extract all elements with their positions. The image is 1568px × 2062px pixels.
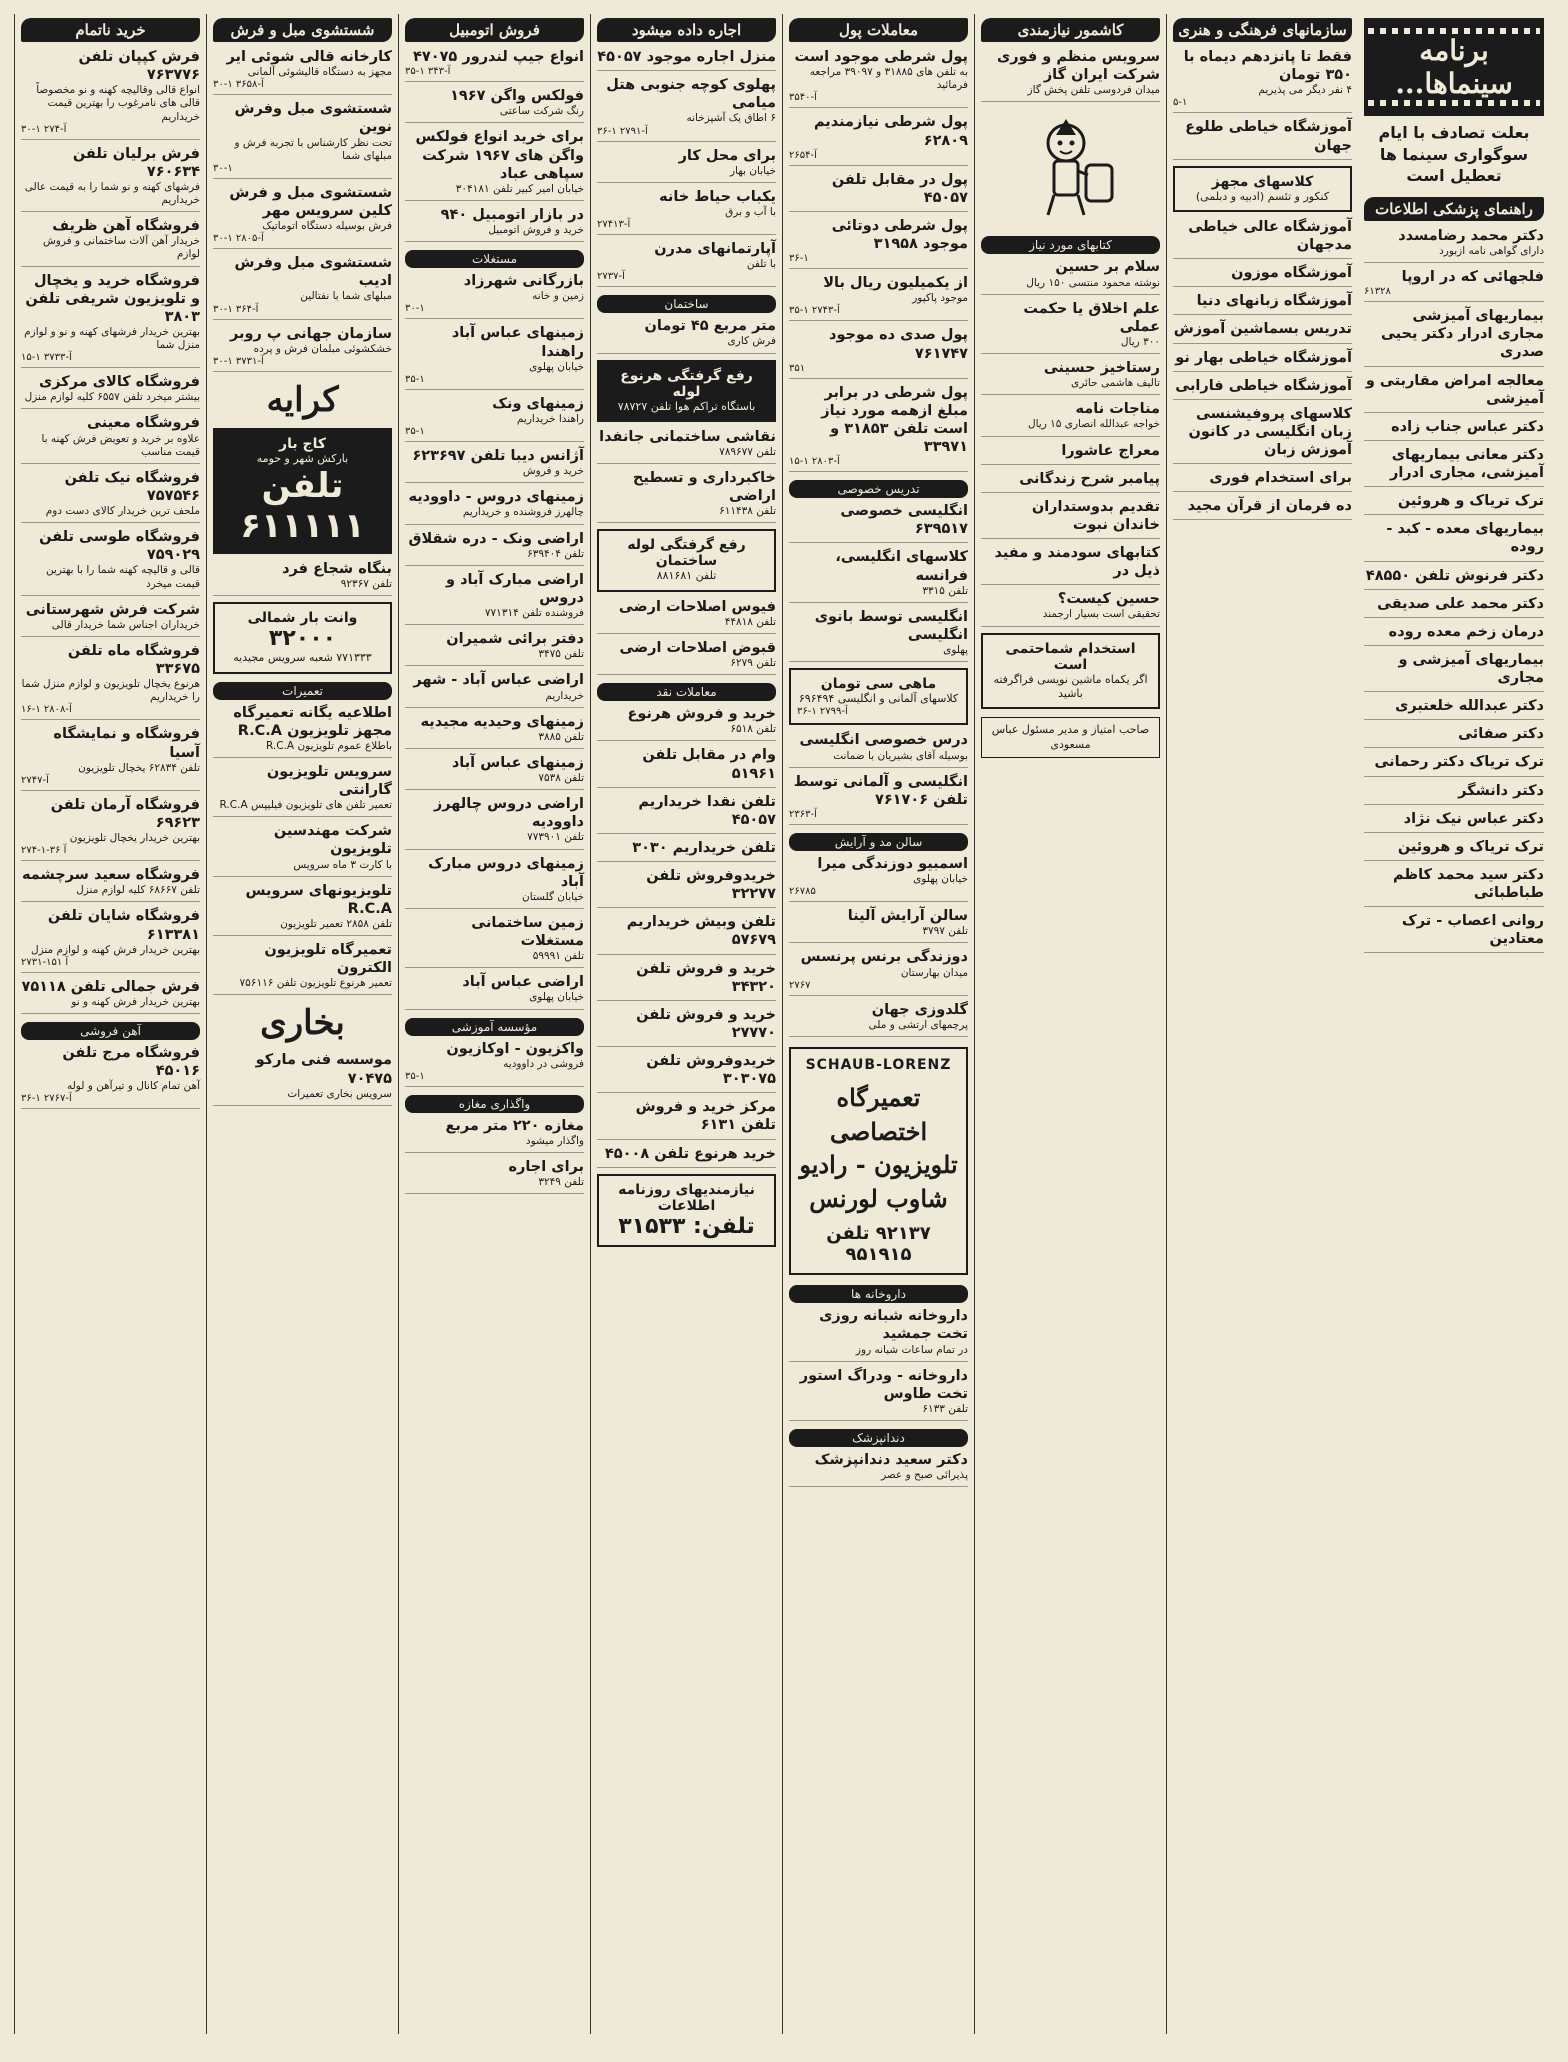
ad: حسین کیست؟ تحقیقی است بسیار ارجمند xyxy=(981,590,1160,626)
ad: ترک تریاک و هروئین xyxy=(1364,492,1544,515)
ad: پول شرطی موجود است به تلفن های ۳۱۸۸۵ و ۳۹۰۹۷ مراجعه فرمائید ۳۵۴۰-آ xyxy=(789,48,968,108)
ad: فروشگاه معینی علاوه بر خرید و تعویض فرش کهنه با قیمت مناسب xyxy=(21,414,200,463)
employment-box: استخدام شماحتمی است اگر یکماه ماشین نویسی فراگرفته باشید xyxy=(981,633,1160,710)
column-education xyxy=(1166,14,1358,2034)
ad: تلفن خریداریم ۳۰۳۰ xyxy=(597,839,776,862)
ad: کلاسهای پروفیشنسی زبان انگلیسی در کانون آموزش زبان xyxy=(1173,405,1352,464)
column-rent-deals xyxy=(590,14,782,2034)
ad: فروشگاه خرید و یخچال و تلویزیون شریفی تلفن ۳۸۰۳ بهترین خریدار فرشهای کهنه و نو و لوازم منزل شما ۱۵-۱ ۳۷۳۳-آ xyxy=(21,272,200,369)
section-header: تدریس خصوصی xyxy=(789,480,968,498)
ad: تلویزیونهای سرویس R.C.A تلفن ۲۸۵۸ تعمیر تلویزیون xyxy=(213,882,392,936)
column-header: اجاره داده میشود xyxy=(597,18,776,42)
ad: اراضی عباس آباد خیابان پهلوی xyxy=(405,973,584,1009)
ad: ترک تریاک دکتر رحمانی xyxy=(1364,753,1544,776)
ad: فرش جمالی تلفن ۷۵۱۱۸ بهترین خریدار فرش کهنه و نو xyxy=(21,978,200,1014)
plumbing-box: رفع گرفتگی هرنوع لوله باستگاه تراکم هوا تلفن ۷۸۷۲۷ xyxy=(597,360,776,422)
schaub-lorenz-ad: SCHAUB-LORENZ تعمیرگاه اختصاصی تلویزیون - رادیو شاوب لورنس ۹۲۱۳۷ تلفن ۹۵۱۹۱۵ xyxy=(789,1047,968,1275)
column-header: خرید ناتمام xyxy=(21,18,200,42)
ad: روانی اعصاب - ترک معتادین xyxy=(1364,912,1544,953)
ad: مرکز خرید و فروش تلفن ۶۱۳۱ xyxy=(597,1098,776,1139)
classifieds-page xyxy=(14,14,1554,2034)
ad: تقدیم بدوستداران خاندان نبوت xyxy=(981,498,1160,539)
ad: از یکمیلیون ریال بالا موجود پاکپور ۳۵-۱ ۲۷۴۳-آ xyxy=(789,274,968,321)
ad: آموزشگاه خیاطی فارابی xyxy=(1173,377,1352,400)
brand-name: SCHAUB-LORENZ xyxy=(805,1056,952,1073)
column-buyers xyxy=(14,14,206,2034)
ad: وام در مقابل تلفن ۵۱۹۶۱ xyxy=(597,746,776,787)
ad: انواع جیپ لندرور ۴۷۰۷۵ ۳۵-۱ ۳۴۳-آ xyxy=(405,48,584,82)
ad: تدریس بسماشین آموزش xyxy=(1173,320,1352,343)
ad: زمینهای وحیدیه مجیدیه تلفن ۳۸۸۵ xyxy=(405,713,584,749)
ad: آپارتمانهای مدرن با تلفن ۲۷۳۷-آ xyxy=(597,240,776,287)
ad: دوزندگی برنس پرنسس میدان بهارستان ۲۷۶۷ xyxy=(789,948,968,995)
ad: یکباب حیاط خانه با آب و برق ۲۷۴۱۳-آ xyxy=(597,188,776,235)
column-money-tutoring xyxy=(782,14,974,2034)
ad: پول در مقابل تلفن ۴۵۰۵۷ xyxy=(789,171,968,212)
ad: فروشگاه کالای مرکزی بیشتر میخرد تلفن ۶۵۵۷ کلیه لوازم منزل xyxy=(21,373,200,409)
column-header: فروش اتومبیل xyxy=(405,18,584,42)
ad: تعمیرگاه تلویزیون الکترون تعمیر هرنوع تلویزیون تلفن ۷۵۶۱۱۶ xyxy=(213,941,392,995)
ad: فروشگاه ماه تلفن ۳۳۶۷۵ هرنوع یخچال تلویزیون و لوازم منزل شما را خریداریم ۱۶-۱ ۲۸۰۸-آ xyxy=(21,642,200,721)
ad: سالن آرایش آلینا تلفن ۳۷۹۷ xyxy=(789,907,968,943)
ad: منزل اجاره موجود ۴۵۰۵۷ xyxy=(597,48,776,71)
ad: آموزشگاه خیاطی بهار نو xyxy=(1173,349,1352,372)
ad: کارخانه قالی شوئی ایر مجهز به دستگاه قالیشوئی آلمانی ۳۰-۱ ۳۶۵۸-آ xyxy=(213,48,392,95)
ad: آموزشگاه موزون xyxy=(1173,264,1352,287)
ad: خرید و فروش هرنوع تلفن ۶۵۱۸ xyxy=(597,705,776,741)
pipe-box: رفع گرفتگی لوله ساختمان تلفن ۸۸۱۶۸۱ xyxy=(597,529,776,591)
ad: زمینهای دروس - داوودیه چالهرز فروشنده و خریداریم xyxy=(405,488,584,524)
ad: سرویس منظم و فوری شرکت ایران گاز میدان فردوسی تلفن پخش گاز xyxy=(981,48,1160,102)
ad: فیوس اصلاحات ارضی تلفن ۴۴۸۱۸ xyxy=(597,598,776,634)
ad: فقط تا پانزدهم دیماه با ۳۵۰ تومان ۴ نفر دیگر می پذیریم ۵-۱ xyxy=(1173,48,1352,113)
section-header: معاملات نقد xyxy=(597,683,776,701)
cinema-notice: بعلت تصادف با ایام سوگواری سینما ها تعطیل است xyxy=(1378,123,1530,186)
ad: دکتر محمد علی صدیقی xyxy=(1364,595,1544,618)
ad: خاکبرداری و تسطیح اراضی تلفن ۶۱۱۴۳۸ xyxy=(597,469,776,523)
ad: بیماریهای آمیزشی و مجاری xyxy=(1364,651,1544,692)
ad: واکزیون - اوکازیون فروشی در داوودیه ۳۵-۱ xyxy=(405,1040,584,1087)
section-header: ساختمان xyxy=(597,295,776,313)
ad: پول شرطی در برابر مبلغ ازهمه مورد نیاز است تلفن ۳۱۸۵۳ و ۳۳۹۷۱ ۱۵-۱ ۲۸۰۳-آ xyxy=(789,384,968,473)
ad: دکتر دانشگر xyxy=(1364,782,1544,805)
ad: انگلیسی و آلمانی توسط تلفن ۷۶۱۷۰۶ ۲۳۶۳-آ xyxy=(789,773,968,825)
ad: سلام بر حسین نوشته محمود منتسی ۱۵۰ ریال xyxy=(981,258,1160,294)
ad: پول شرطی دوتائی موجود ۳۱۹۵۸ ۳۶-۱ xyxy=(789,217,968,269)
ad: فروشگاه آرمان تلفن ۶۹۶۲۳ بهترین خریدار یخچال تلویزیون ۲۷۴-آ ۳۶-۱ xyxy=(21,796,200,861)
ad: فروشگاه مرج تلفن ۴۵۰۱۶ آهن تمام کانال و تیرآهن و لوله ۳۶-۱ ۲۷۶۷-آ xyxy=(21,1044,200,1109)
ad: کتابهای سودمند و مفید ذیل در xyxy=(981,544,1160,585)
ad: شستشوی مبل و فرش کلین سرویس مهر فرش بوسیله دستگاه اتوماتیک ۳۰-۱ ۲۸۰۵-آ xyxy=(213,184,392,249)
ad: زمین ساختمانی مستغلات تلفن ۵۹۹۹۱ xyxy=(405,914,584,968)
ad: درمان زخم معده روده xyxy=(1364,623,1544,646)
ad: آموزشگاه عالی خیاطی مدجهان xyxy=(1173,218,1352,259)
ad: دکتر صفائی xyxy=(1364,725,1544,748)
ad: گلدوزی جهان پرچمهای ارتشی و ملی xyxy=(789,1001,968,1037)
masthead: صاحب امتیاز و مدیر مسئول عباس مسعودی xyxy=(981,717,1160,758)
ad: فروشگاه آهن ظریف خریدار آهن آلات ساختمانی و فروش لوازم xyxy=(21,217,200,266)
ad: متر مربع ۴۵ تومان فرش کاری xyxy=(597,317,776,353)
ad: اراضی عباس آباد - شهر خریداریم xyxy=(405,671,584,707)
ad: شستشوی مبل وفرش ادیب مبلهای شما با نفتالین ۳۰-۱ ۳۶۴-آ xyxy=(213,254,392,319)
section-header: داروخانه ها xyxy=(789,1285,968,1303)
cinema-title: برنامه سینماها... xyxy=(1395,34,1513,100)
ad: اراضی دروس چالهرز داوودیه تلفن ۷۷۳۹۰۱ xyxy=(405,795,584,849)
ad: تلفن وبیش خریداریم ۵۷۶۷۹ xyxy=(597,913,776,954)
ad: اطلاعیه یگانه تعمیرگاه مجهز تلویزیون R.C.A باطلاع عموم تلویزیون R.C.A xyxy=(213,704,392,758)
ad: دکتر فرنوش تلفن ۴۸۵۵۰ xyxy=(1364,567,1544,590)
ad: مناجات نامه خواجه عبدالله انصاری ۱۵ ریال xyxy=(981,400,1160,436)
ad: زمینهای عباس آباد راهندا خیابان پهلوی ۳۵-۱ xyxy=(405,324,584,389)
ad: داروخانه - ودراگ استور تخت طاوس تلفن ۶۱۳۳ xyxy=(789,1367,968,1421)
ad: انگلیسی توسط بانوی انگلیسی پهلوی xyxy=(789,608,968,662)
ad: خرید و فروش تلفن ۲۷۷۷۰ xyxy=(597,1006,776,1047)
ad: فرش کپپان تلفن ۷۶۳۷۷۶ انواع قالی وقالیچه کهنه و نو مخصوصاً قالی های نامرغوب را بهترین قیمت خریداریم ۳۰-۱ ۲۷۴-آ xyxy=(21,48,200,140)
section-header: آهن فروشی xyxy=(21,1022,200,1040)
column-header: راهنمای پزشکی اطلاعات xyxy=(1364,197,1544,221)
column-header: کاشمور نیازمندی xyxy=(981,18,1160,42)
ad: اسمبیو دوزندگی میرا خیابان پهلوی ۲۶۷۸۵ xyxy=(789,855,968,902)
ad: دکتر عباس نیک نژاد xyxy=(1364,810,1544,833)
ad: زمینهای عباس آباد تلفن ۷۵۳۸ xyxy=(405,754,584,790)
ad: ترک تریاک و هروئین xyxy=(1364,838,1544,861)
ad: فلجهائی که در اروپا ۶۱۳۲۸ xyxy=(1364,268,1544,302)
ad: فروشگاه و نمایشگاه آسیا تلفن ۶۲۸۳۴ یخچال تلویزیون ۲۷۴۷-آ xyxy=(21,725,200,790)
ad: شرکت مهندسین تلویزیون با کارت ۳ ماه سرویس xyxy=(213,822,392,876)
ad: درس خصوصی انگلیسی بوسیله آقای بشیریان با ضمانت xyxy=(789,731,968,767)
ad: فروشگاه طوسی تلفن ۷۵۹۰۲۹ قالی و قالیچه کهنه شما را با بهترین قیمت میخرد xyxy=(21,528,200,596)
ad: شرکت فرش شهرستانی خریداران اجناس شما خریدار قالی xyxy=(21,601,200,637)
classes-box: کلاسهای مجهز کنکور و تئسم (ادبیه و دبلمی) xyxy=(1173,166,1352,212)
ad: بیماریهای معده - کبد - روده xyxy=(1364,520,1544,561)
ad: فولکس واگن ۱۹۶۷ رنگ شرکت ساعتی xyxy=(405,87,584,123)
ad: خرید هرنوع تلفن ۴۵۰۰۸ xyxy=(597,1145,776,1168)
ad: بیماریهای آمیزشی مجاری ادرار دکتر یحیی صدری xyxy=(1364,307,1544,366)
column-cars-estate xyxy=(398,14,590,2034)
ad: برای خرید انواع فولکس واگن های ۱۹۶۷ شرکت سپاهی عباد خیابان امیر کبیر تلفن ۳۰۴۱۸۱ xyxy=(405,128,584,201)
ad: بنگاه شجاع فرد تلفن ۹۲۳۶۷ xyxy=(213,560,392,596)
ad: انگلیسی خصوصی ۶۳۹۵۱۷ xyxy=(789,502,968,543)
ad: برای محل کار خیابان بهار xyxy=(597,147,776,183)
ad: دکتر معانی بیماریهای آمیزشی، مجاری ادرار xyxy=(1364,446,1544,487)
column-cleaning xyxy=(206,14,398,2034)
section-title: کرایه xyxy=(266,379,339,420)
ad: خرید و فروش تلفن ۳۴۳۲۰ xyxy=(597,960,776,1001)
mascot-icon xyxy=(1016,113,1126,223)
ad: رستاخیز حسینی تالیف هاشمی حائری xyxy=(981,359,1160,395)
ad: دکتر سعید دندانپزشک پذیرائی صبح و عصر xyxy=(789,1451,968,1487)
ad: فرش برلیان تلفن ۷۶۰۶۳۴ فرشهای کهنه و نو شما را به قیمت عالی خریداریم xyxy=(21,145,200,213)
section-header: دندانپزشک xyxy=(789,1429,968,1447)
rent-box: کاج بار بارکش شهر و حومه تلفن ۶۱۱۱۱۱ xyxy=(213,428,392,554)
column-header: شستشوی مبل و فرش xyxy=(213,18,392,42)
ad: سرویس تلویزیون گارانتی تعمیر تلفن های تلویزیون فیلیپس R.C.A xyxy=(213,763,392,817)
ad: برای اجاره تلفن ۳۲۴۹ xyxy=(405,1158,584,1194)
ad: سازمان جهانی پ روبر خشکشوئی مبلمان فرش و پرده ۳۰-۱ ۳۷۳۱-آ xyxy=(213,325,392,372)
ad: آموزشگاه خیاطی طلوع جهان xyxy=(1173,118,1352,159)
ad: تلفن نقدا خریداریم ۴۵۰۵۷ xyxy=(597,793,776,834)
column-books xyxy=(974,14,1166,2034)
ad: موسسه فنی مارکو ۷۰۴۷۵ سرویس بخاری تعمیرات xyxy=(213,1051,392,1105)
section-header: مؤسسه آموزشی xyxy=(405,1018,584,1036)
column-header: سازمانهای فرهنگی و هنری xyxy=(1173,18,1352,42)
ad: اراضی مبارک آباد و دروس فروشنده تلفن ۷۷۱۳۱۴ xyxy=(405,571,584,625)
film-strip xyxy=(1368,100,1540,106)
section-header: سالن مد و آرایش xyxy=(789,833,968,851)
ad: پول شرطی نیازمندیم ۶۲۸۰۹ ۲۶۵۴-آ xyxy=(789,113,968,165)
section-title: بخاری xyxy=(260,1003,345,1044)
ad: خریدوفروش تلفن ۳۲۲۷۷ xyxy=(597,867,776,908)
ad: فروشگاه نیک تلفن ۷۵۷۵۴۶ ملحف ترین خریدار کالای دست دوم xyxy=(21,469,200,523)
ad: پهلوی کوچه جنوبی هتل میامی ۶ اطاق یک آشپزخانه ۳۶-۱ ۲۷۹۱-آ xyxy=(597,76,776,141)
ad: آموزشگاه زبانهای دنیا xyxy=(1173,292,1352,315)
ad: پیامبر شرح زندگانی xyxy=(981,470,1160,493)
van-box: وانت بار شمالی ۳۲۰۰۰ ۷۷۱۳۳۳ شعبه سرویس مجیدیه xyxy=(213,602,392,673)
ad: دکتر عباس جناب زاده xyxy=(1364,418,1544,441)
class-box: ماهی سی تومان کلاسهای آلمانی و انگلیسی ۶۹۶۴۹۴ ۳۶-۱ ۲۷۹۹-آ xyxy=(789,668,968,725)
gas-mascot-illustration xyxy=(981,108,1160,228)
ad: مغازه ۲۲۰ متر مربع واگذار میشود xyxy=(405,1117,584,1153)
section-header: واگذاری مغازه xyxy=(405,1095,584,1113)
ad: داروخانه شبانه روزی تخت جمشید در تمام ساعات شبانه روز xyxy=(789,1307,968,1361)
ad: دفتر برائی شمیران تلفن ۳۴۷۵ xyxy=(405,630,584,666)
ad: دکتر عبدالله خلعتبری xyxy=(1364,697,1544,720)
ad: پول صدی ده موجود ۷۶۱۷۴۷ ۳۵۱ xyxy=(789,326,968,378)
ad: بازرگانی شهرزاد زمین و خانه ۳۰-۱ xyxy=(405,272,584,319)
ad: کلاسهای انگلیسی، فرانسه تلفن ۳۳۱۵ xyxy=(789,548,968,602)
ad: ده فرمان از قرآن مجید xyxy=(1173,497,1352,520)
cinema-banner xyxy=(1364,18,1544,116)
ad: برای استخدام فوری xyxy=(1173,469,1352,492)
ad: زمینهای دروس مبارک آباد خیابان گلستان xyxy=(405,855,584,909)
ad: معالجه امراض مقاربتی و آمیزشی xyxy=(1364,372,1544,413)
ad: دکتر سید محمد کاظم طباطبائی xyxy=(1364,866,1544,907)
ad: شستشوی مبل وفرش نوین تحت نظر کارشناس با تجربه فرش و مبلهای شما ۳۰-۱ xyxy=(213,100,392,179)
ad: علم اخلاق یا حکمت عملی ۳۰۰ ریال xyxy=(981,300,1160,354)
ad: فروشگاه شایان تلفن ۶۱۳۳۸۱ بهترین خریدار فرش کهنه و لوازم منزل ۲۷۳۱-آ ۱۵۱ xyxy=(21,907,200,972)
ad: معراج عاشورا xyxy=(981,442,1160,465)
ad: اراضی ونک - دره شقلاق تلفن ۶۳۹۴۰۴ xyxy=(405,530,584,566)
section-header: کتابهای مورد نیاز xyxy=(981,236,1160,254)
ad: نقاشی ساختمانی جانفدا تلفن ۷۸۹۶۷۷ xyxy=(597,428,776,464)
column-medical xyxy=(1358,14,1550,2034)
ad: قبوض اصلاحات ارضی تلفن ۶۲۷۹ xyxy=(597,639,776,675)
section-header: تعمیرات xyxy=(213,682,392,700)
section-header: مستغلات xyxy=(405,250,584,268)
column-header: معاملات پول xyxy=(789,18,968,42)
ad: آژانس دیبا تلفن ۶۲۳۶۹۷ خرید و فروش xyxy=(405,447,584,483)
ad: در بازار اتومبیل ۹۴۰ خرید و فروش اتومبیل xyxy=(405,206,584,242)
needs-box: نیازمندیهای روزنامه اطلاعات تلفن: ۳۱۵۳۳ xyxy=(597,1174,776,1247)
ad: زمینهای ونک راهندا خریداریم ۳۵-۱ xyxy=(405,395,584,442)
ad: دکتر محمد رضامسدد دارای گواهی نامه ازبورد xyxy=(1364,227,1544,263)
ad: فروشگاه سعید سرچشمه تلفن ۶۸۶۶۷ کلیه لوازم منزل xyxy=(21,866,200,902)
ad: خریدوفروش تلفن ۳۰۳۰۷۵ xyxy=(597,1052,776,1093)
